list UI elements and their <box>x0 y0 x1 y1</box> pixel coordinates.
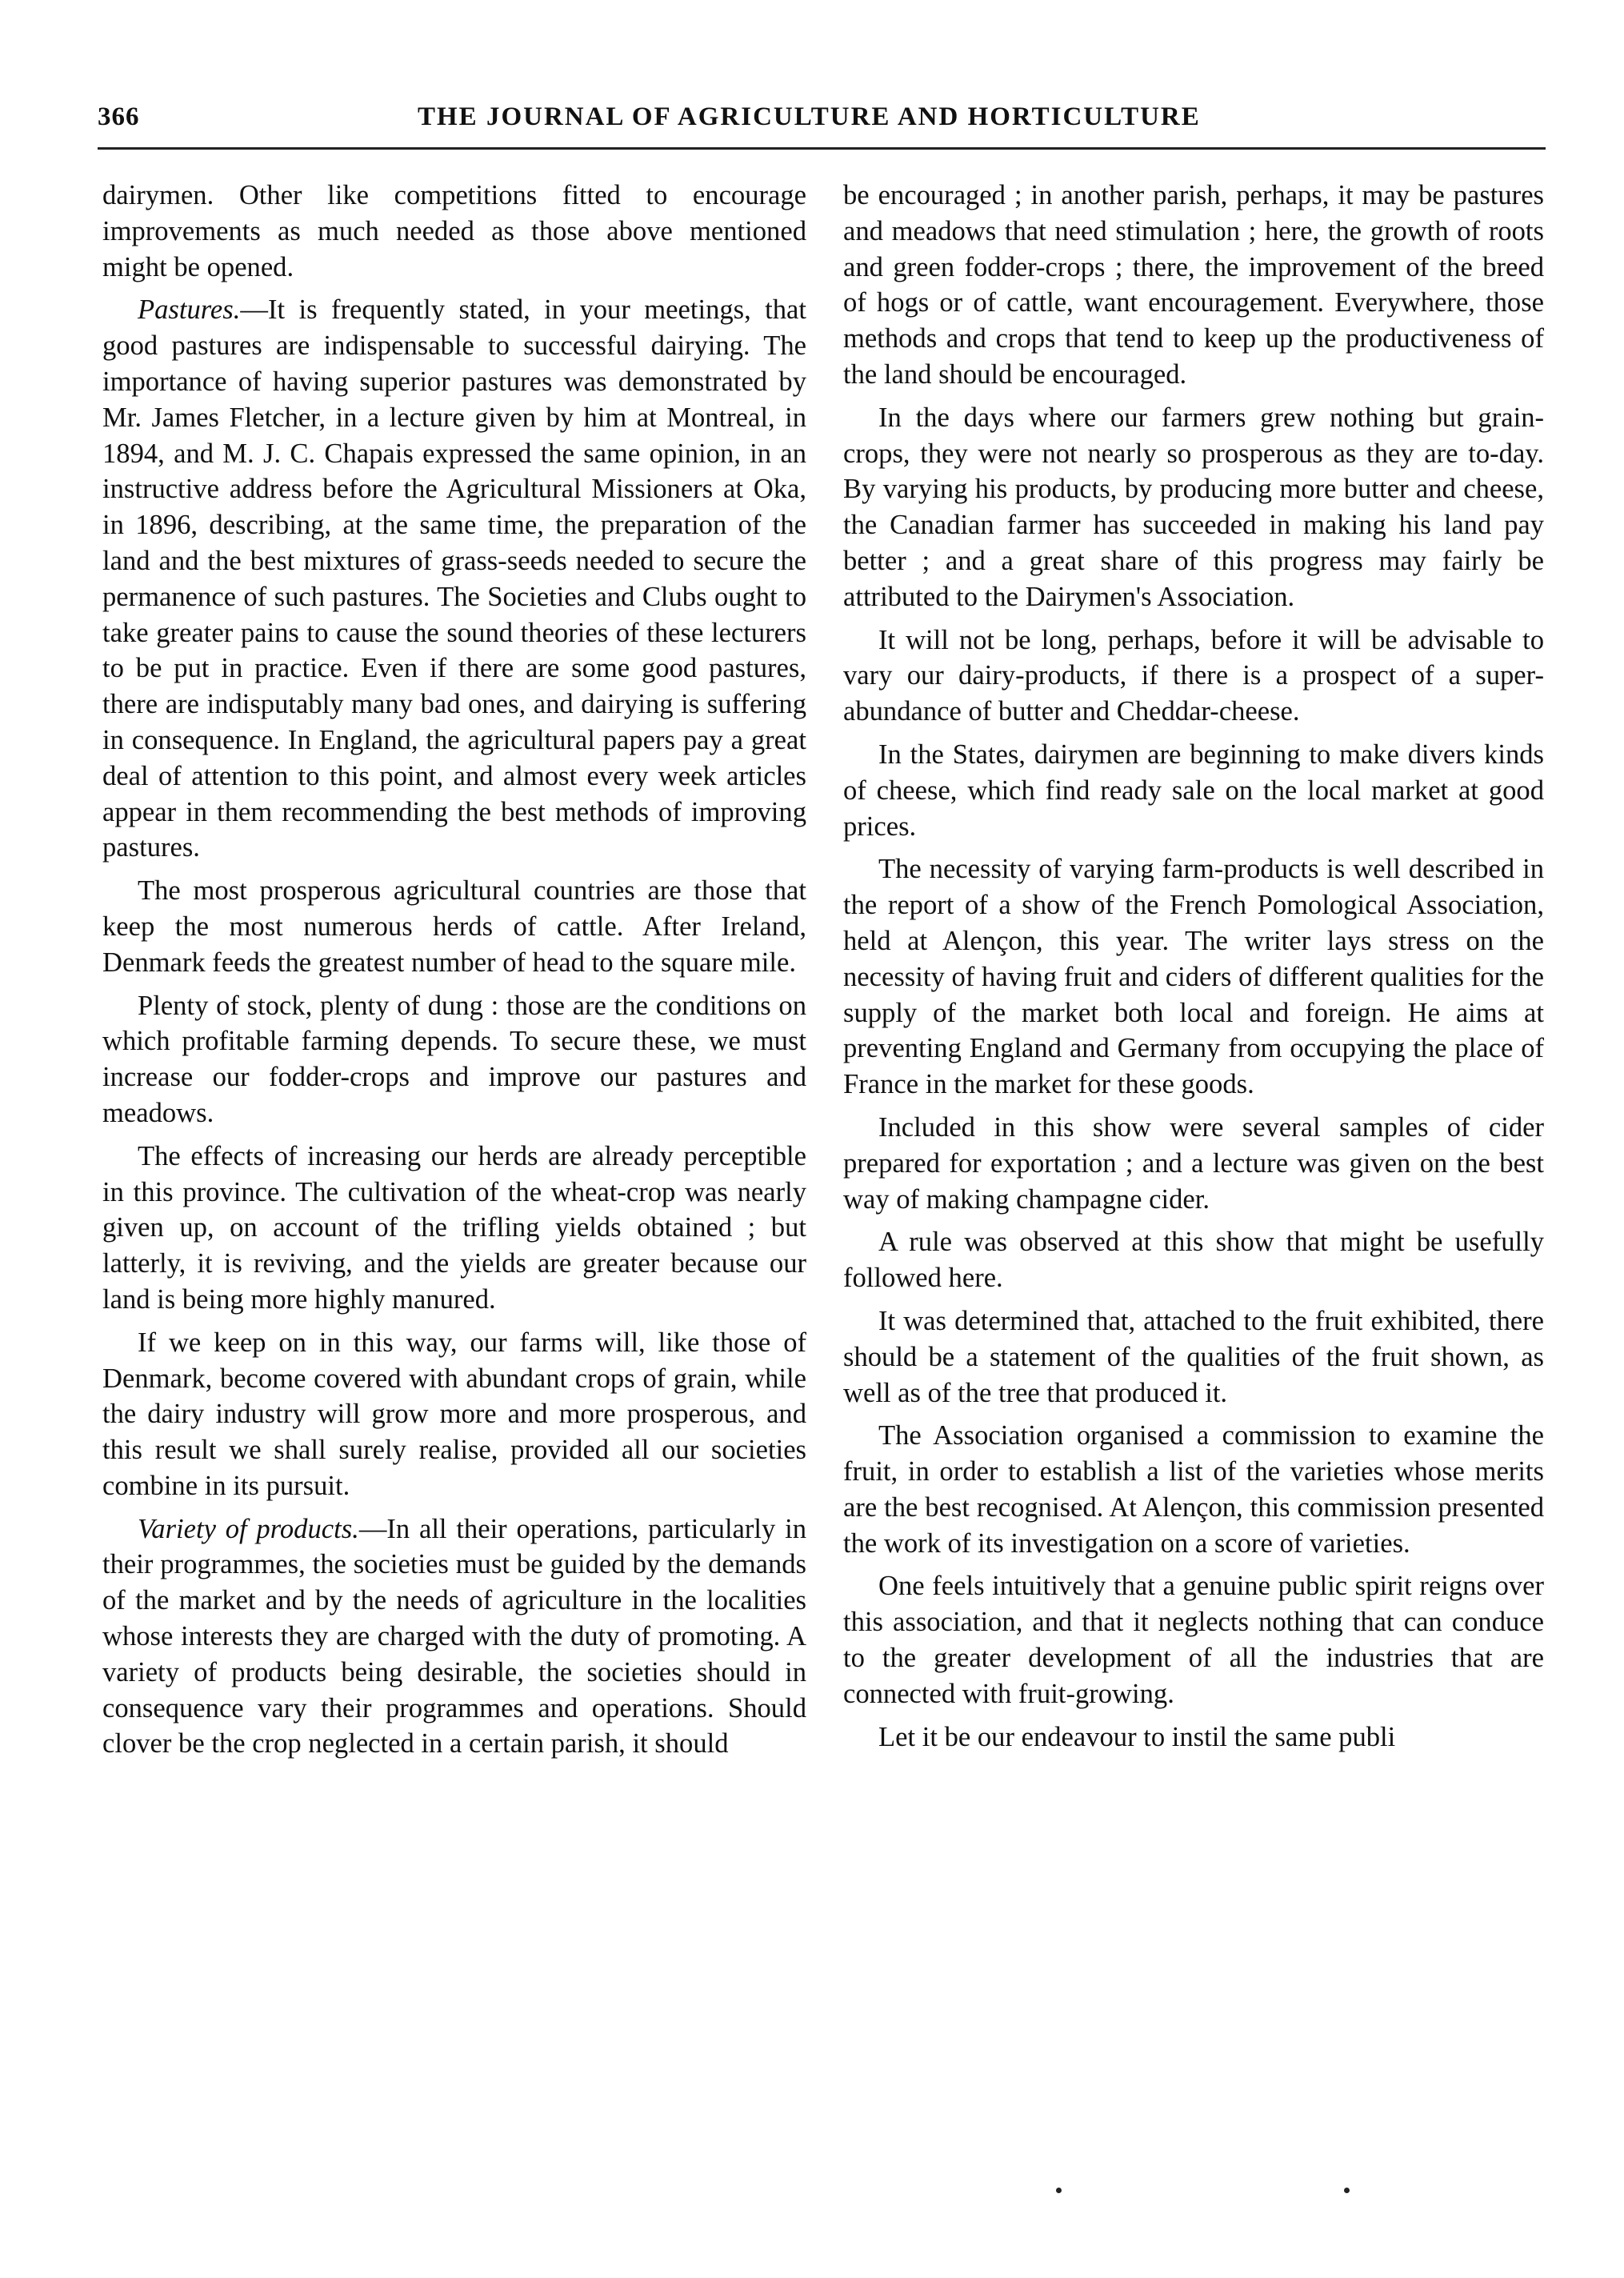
paragraph: In the days where our farmers grew nothing but grain-crops, they were not nearly so prosperous as they are to-day. By varying his products, by producing more butter and cheese, the Canadian farmer has succeeded in making his land pay better ; and a great share of this progress may fairly be attributed to the Dairymen's Association. <box>843 402 1544 612</box>
paragraph-variety-of-products <box>102 1511 806 1763</box>
paragraph: The Association organised a commission to examine the fruit, in order to establish a list of the varieties whose merits are the best recognised. At Alençon, this commission presented the work of its investigation on a score of varieties. <box>843 1420 1544 1559</box>
page-number: 366 <box>98 102 140 131</box>
paragraph-pastures <box>102 292 806 866</box>
left-column <box>102 178 806 1769</box>
paragraph: The effects of increasing our herds are already perceptible in this province. The cultivation of the wheat-crop was nearly given up, on account of the trifling yields obtained ; but latterly, it is reviving, and the yields are greater because our land is being more highly manured. <box>102 1140 806 1315</box>
paragraph-text: —In all their operations, particularly in their programmes, the societies must be guided by the demands of the market and by the needs of agriculture in the localities whose interests they are charged with the duty of promoting. A variety of products being desirable, the societies should in consequence vary their programmes and operations. Should clover be the crop neglected in a certain parish, it should <box>102 1513 807 1760</box>
print-dot <box>1056 2188 1062 2193</box>
running-title: THE JOURNAL OF AGRICULTURE AND HORTICULTURE <box>418 102 1201 131</box>
paragraph: Included in this show were several samples of cider prepared for exportation ; and a lecture was given on the best way of making champagne cider. <box>843 1111 1544 1215</box>
paragraph: It was determined that, attached to the fruit exhibited, there should be a statement of the qualities of the fruit shown, as well as of the tree that produced it. <box>843 1305 1544 1408</box>
header-rule <box>98 147 1546 150</box>
page-header <box>98 102 1546 142</box>
paragraph: Plenty of stock, plenty of dung : those are the conditions on which profitable farming depends. To secure these, we must increase our fodder-crops and improve our pastures and meadows. <box>102 990 806 1128</box>
print-dot <box>1344 2188 1350 2193</box>
paragraph: Let it be our endeavour to instil the same publi <box>878 1721 1396 1752</box>
paragraph: The necessity of varying farm-products is well described in the report of a show of the French Pomological Association, held at Alençon, this year. The writer lays stress on the necessity of having fruit and ciders of different qualities for the supply of the market both local and foreign. He aims at preventing England and Germany from occupying the place of France in the market for these goods. <box>843 854 1544 1100</box>
paragraph: dairymen. Other like competitions fitted to encourage improvements as much needed as those above mentioned might be opened. <box>102 180 806 282</box>
paragraph: If we keep on in this way, our farms will, like those of Denmark, become covered with abundant crops of grain, while the dairy industry will grow more and more prosperous, and this result we shall surely realise, provided all our societies combine in its pursuit. <box>102 1327 806 1501</box>
section-lead-variety-of-products: Variety of products. <box>138 1513 359 1544</box>
print-marks <box>1040 2183 1360 2199</box>
paragraph-text: —It is frequently stated, in your meetings, that good pastures are indispensable to successful dairying. The importance of having superior pastures was demonstrated by Mr. James Fletcher, in a lecture given by him at Montreal, in 1894, and M. J. C. Chapais expressed the same opinion, in an instructive address before the Agricultural Missioners at Oka, in 1896, describing, at the same time, the preparation of the land and the best mixtures of grass-seeds needed to secure the permanence of such pastures. The Societies and Clubs ought to take greater pains to cause the sound theories of these lecturers to be put in practice. Even if there are some good pastures, there are indisputably many bad ones, and dairying is suffering in consequence. In England, the agricultural papers pay a great deal of attention to this point, and almost every week articles appear in them recommending the best methods of improving pastures. <box>102 294 806 863</box>
paragraph: It will not be long, perhaps, before it will be advisable to vary our dairy-products, if there is a prospect of a super-abundance of butter and Cheddar-cheese. <box>843 624 1544 727</box>
paragraph: One feels intuitively that a genuine public spirit reigns over this association, and that it neglects nothing that can conduce to the greater development of all the industries that are connected with fruit-growing. <box>843 1571 1544 1709</box>
section-lead-pastures: Pastures. <box>138 294 241 326</box>
paragraph: be encouraged ; in another parish, perhaps, it may be pastures and meadows that need stimulation ; here, the growth of roots and green fodder-crops ; there, the improvement of the breed of hogs or of cattle, want encouragement. Everywhere, those methods and crops that tend to keep up the productiveness of the land should be encouraged. <box>843 180 1544 390</box>
right-column <box>843 178 1544 1762</box>
paragraph: A rule was observed at this show that might be usefully followed here. <box>843 1227 1544 1294</box>
paragraph: In the States, dairymen are beginning to make divers kinds of cheese, which find ready sale on the local market at good prices. <box>843 739 1544 842</box>
paragraph: The most prosperous agricultural countries are those that keep the most numerous herds of cattle. After Ireland, Denmark feeds the greatest number of head to the square mile. <box>102 875 806 978</box>
